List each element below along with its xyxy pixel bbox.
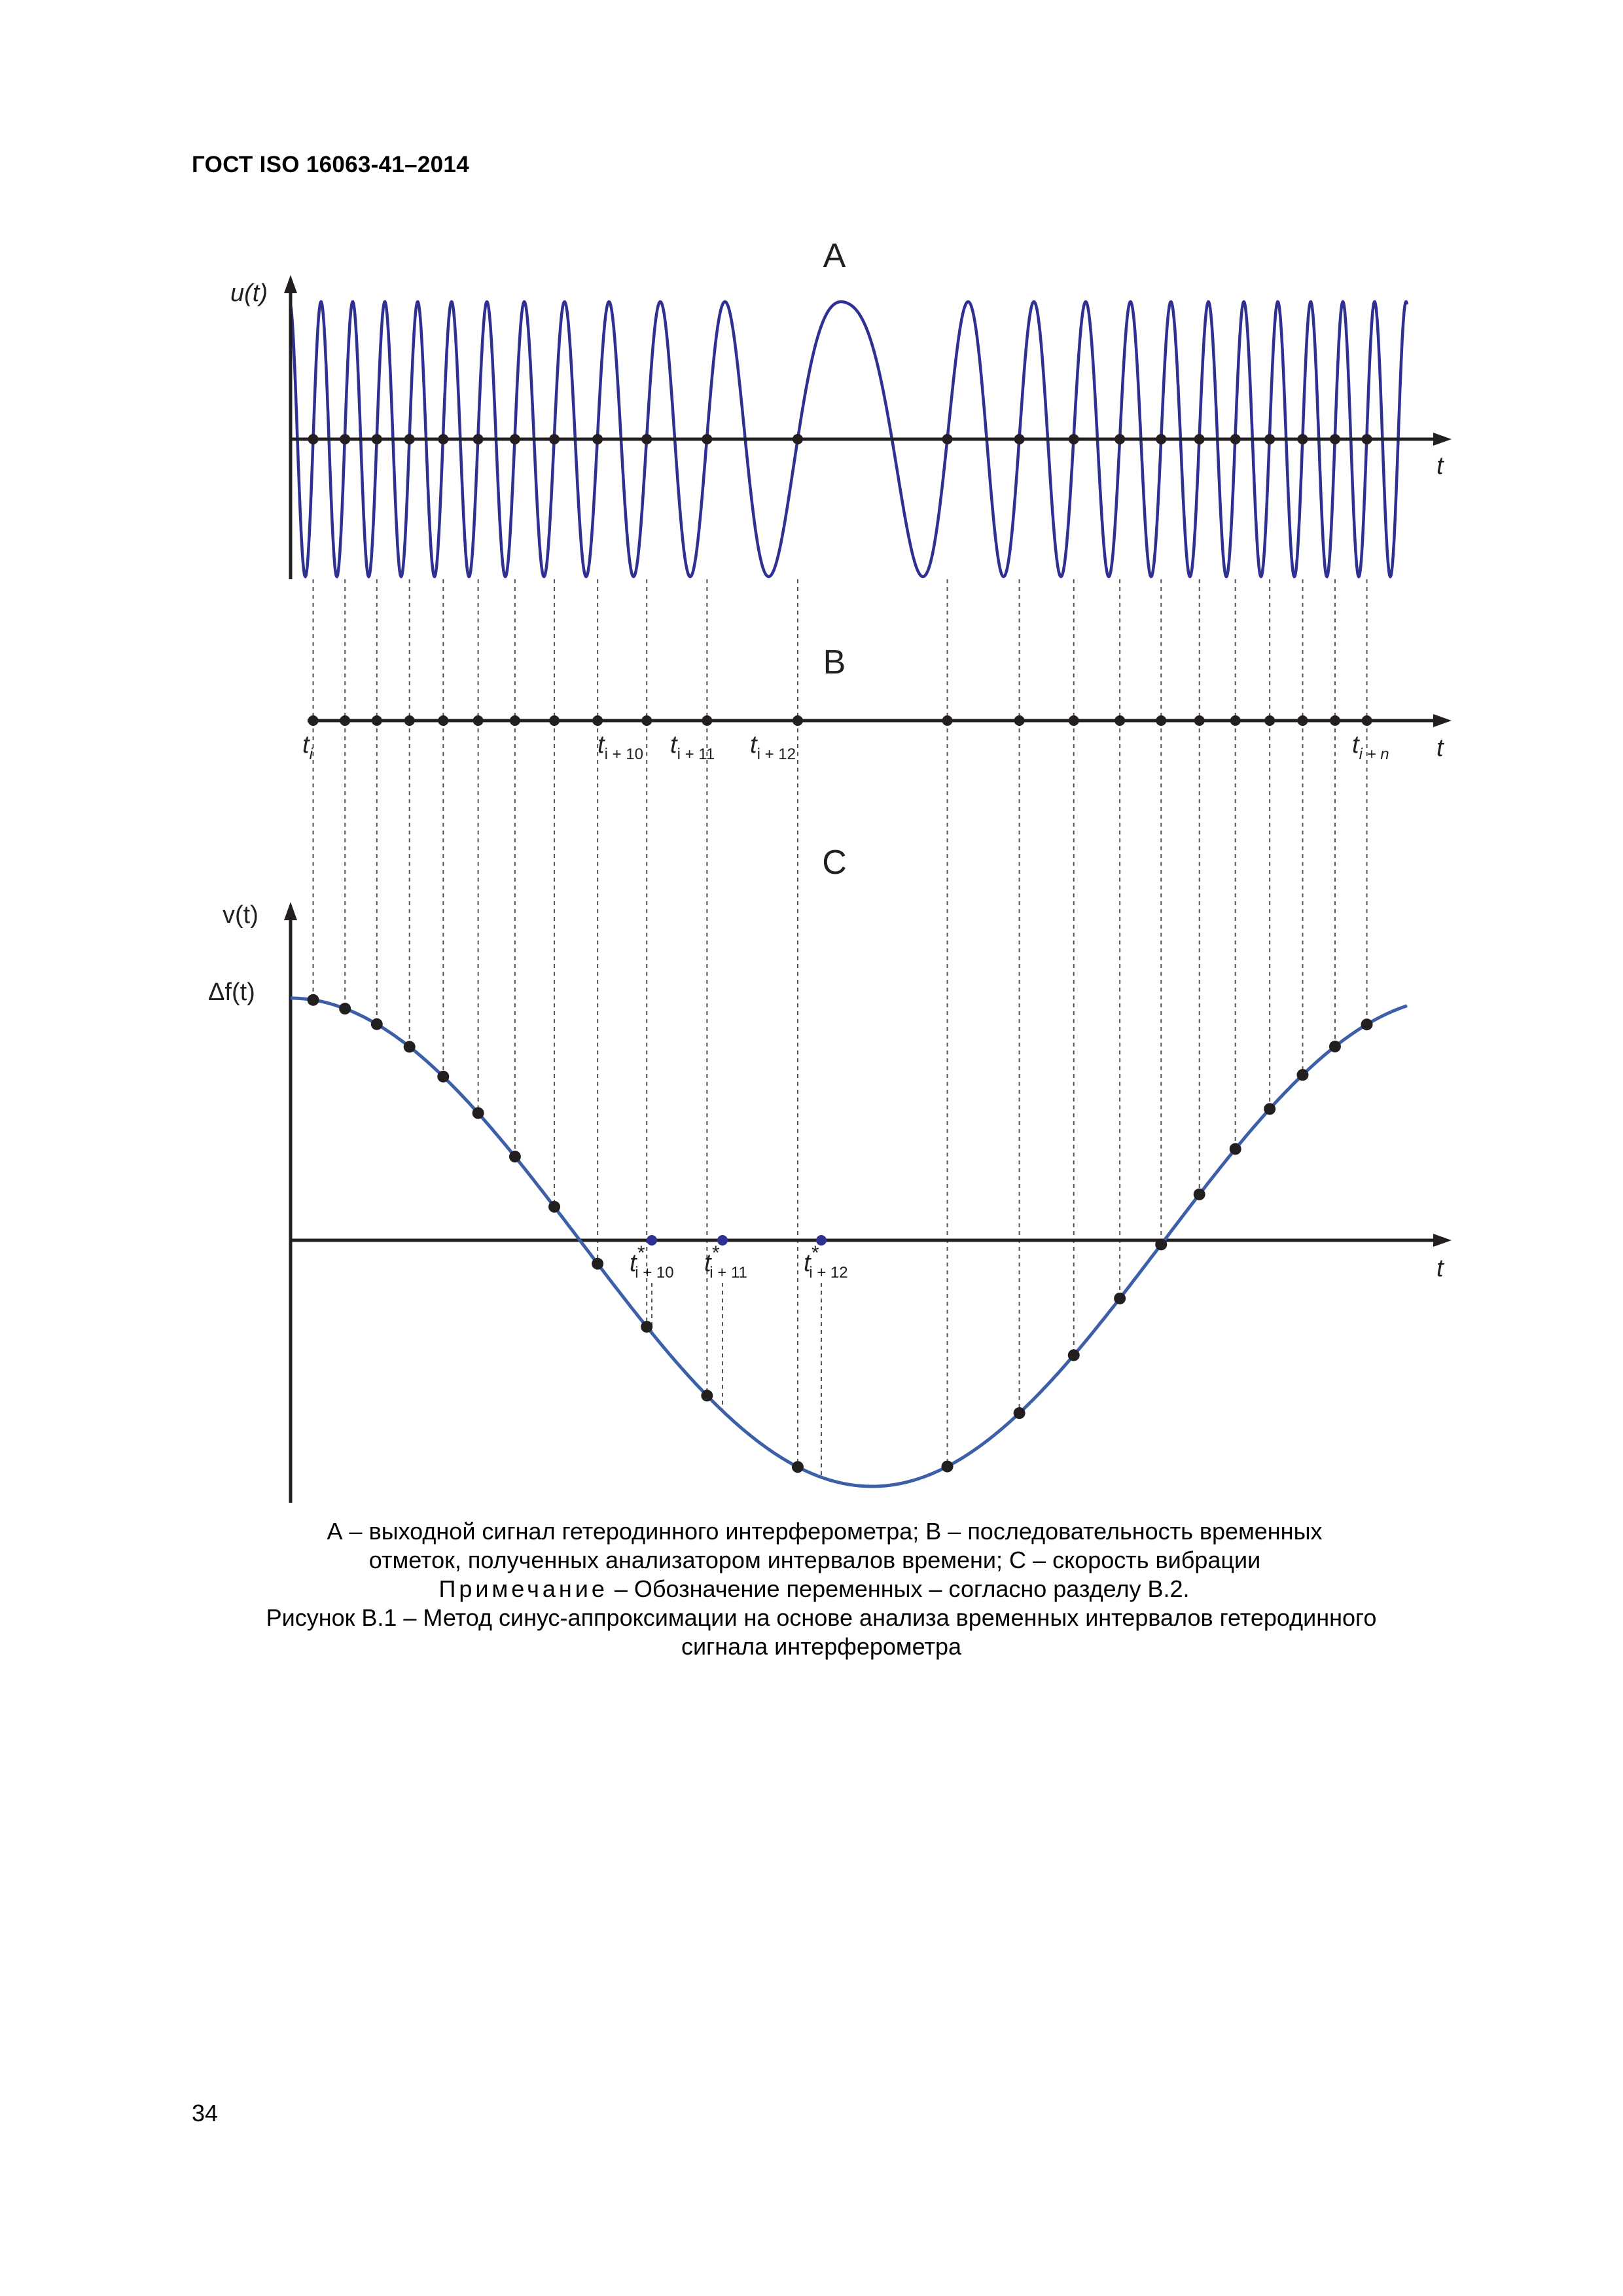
velocity-sample-point [1114, 1293, 1126, 1304]
figure-title-line-1: Рисунок В.1 – Метод синус-аппроксимации на основе анализа временных интервалов гетеродинного [266, 1604, 1377, 1631]
velocity-sample-point [308, 994, 319, 1006]
zero-crossing-marker [510, 434, 520, 444]
time-mark-point [942, 715, 953, 726]
velocity-sample-point [1296, 1069, 1308, 1081]
zero-crossing-marker [592, 434, 603, 444]
tick-label-ti10: $t_{i + 10}$ [597, 731, 643, 763]
interpolated-time-marker [717, 1235, 728, 1246]
velocity-sample-point [1329, 1041, 1341, 1052]
time-mark-point [702, 715, 712, 726]
velocity-sample-point [1194, 1189, 1205, 1200]
note-text: – Обозначение переменных – согласно разделу В.2. [607, 1575, 1190, 1602]
velocity-sample-point [1230, 1143, 1241, 1155]
time-mark-point [510, 715, 520, 726]
zero-crossing-marker [372, 434, 382, 444]
velocity-sample-point [1014, 1407, 1026, 1419]
velocity-sample-point [1068, 1350, 1080, 1361]
panel-a-x-arrow [1433, 433, 1452, 446]
zero-crossing-marker [340, 434, 350, 444]
time-mark-point [1264, 715, 1275, 726]
time-mark-point [1069, 715, 1079, 726]
time-mark-point [340, 715, 350, 726]
panel-a [230, 237, 1452, 579]
panel-a-label: A [823, 237, 846, 275]
time-mark-point [1014, 715, 1025, 726]
velocity-sample-point [473, 1107, 484, 1119]
panel-c-x-arrow [1433, 1234, 1452, 1247]
zero-crossing-marker [308, 434, 319, 444]
velocity-sample-point [404, 1041, 416, 1052]
velocity-sample-point [339, 1003, 351, 1014]
figure-legend-line-2: отметок, полученных анализатором интервалов времени; С – скорость вибрации [368, 1547, 1261, 1573]
panel-c-y-arrow [284, 902, 297, 920]
time-mark-point [592, 715, 603, 726]
figure-note [0, 1575, 1623, 1604]
zero-crossing-marker [1194, 434, 1205, 444]
panel-a-y-arrow [284, 275, 297, 293]
time-mark-point [1330, 715, 1340, 726]
zero-crossing-marker [1264, 434, 1275, 444]
zero-crossing-marker [1297, 434, 1308, 444]
zero-crossing-marker [549, 434, 560, 444]
velocity-sample-point [509, 1151, 521, 1162]
zero-crossing-marker [641, 434, 652, 444]
panel-c [208, 844, 1452, 1503]
figure-legend-line-1: А – выходной сигнал гетеродинного интерферометра; В – последовательность временных [327, 1518, 1323, 1545]
velocity-sample-point [371, 1018, 383, 1030]
time-mark-point [641, 715, 652, 726]
time-mark-point [1362, 715, 1372, 726]
time-mark-point [372, 715, 382, 726]
velocity-sample-point [592, 1258, 603, 1270]
time-mark-point [473, 715, 484, 726]
velocity-sample-point [1264, 1103, 1275, 1115]
panel-b-label: B [823, 643, 846, 681]
figure-title-line-2: сигнала интерферометра [681, 1633, 962, 1660]
panel-c-x-axis-label: t [1436, 1255, 1444, 1282]
velocity-sample-point [1155, 1238, 1167, 1250]
zero-crossing-marker [1014, 434, 1025, 444]
zero-crossing-marker [473, 434, 484, 444]
panel-c-y-axis-label: v(t) [223, 901, 259, 929]
time-mark-point [1115, 715, 1125, 726]
tick-label-ti12: $t_{i + 12}$ [750, 731, 796, 763]
zero-crossing-marker [1362, 434, 1372, 444]
tick-label-ti: $t_i$ [302, 731, 313, 763]
panel-c-samples [308, 994, 1373, 1473]
time-mark-point [1156, 715, 1166, 726]
star-label-ti10: t* i + 10 [630, 1242, 674, 1282]
time-mark-point [1297, 715, 1308, 726]
velocity-sample-point [641, 1321, 652, 1333]
velocity-sample-point [942, 1461, 954, 1473]
vibration-velocity-curve [291, 998, 1407, 1486]
time-mark-point [438, 715, 448, 726]
zero-crossing-marker [404, 434, 415, 444]
panel-a-x-axis-label: t [1436, 452, 1444, 480]
zero-crossing-marker [1156, 434, 1166, 444]
zero-crossing-marker [438, 434, 448, 444]
tick-label-ti11: $t_{i + 11}$ [670, 731, 715, 763]
projection-lines [313, 579, 1367, 1477]
velocity-sample-point [701, 1390, 713, 1401]
panel-b [302, 643, 1452, 763]
page-number: 34 [192, 2100, 219, 2126]
note-label: Примечание [438, 1575, 608, 1602]
time-mark-point [308, 715, 319, 726]
panel-b-x-arrow [1433, 714, 1452, 727]
interpolated-time-marker [647, 1235, 657, 1246]
velocity-sample-point [792, 1461, 804, 1473]
star-label-ti12: t* i + 12 [804, 1242, 848, 1282]
velocity-sample-point [1361, 1018, 1373, 1030]
panel-b-x-axis-label: t [1436, 734, 1444, 762]
zero-crossing-marker [1069, 434, 1079, 444]
star-label-ti11: t* i + 11 [704, 1242, 747, 1282]
velocity-sample-point [548, 1201, 560, 1213]
zero-crossing-marker [942, 434, 953, 444]
zero-crossing-marker [1115, 434, 1125, 444]
zero-crossing-marker [1330, 434, 1340, 444]
panel-c-label: C [822, 844, 847, 882]
time-mark-point [549, 715, 560, 726]
document-header: ГОСТ ISO 16063-41–2014 [192, 152, 469, 177]
time-mark-point [1194, 715, 1205, 726]
zero-crossing-marker [702, 434, 712, 444]
zero-crossing-marker [793, 434, 803, 444]
time-mark-point [404, 715, 415, 726]
zero-crossing-marker [1230, 434, 1241, 444]
tick-label-tin: $t_{i + n}$ [1352, 731, 1389, 763]
time-mark-point [793, 715, 803, 726]
panel-c-amplitude-label: Δf(t) [208, 978, 255, 1006]
time-mark-point [1230, 715, 1241, 726]
velocity-sample-point [437, 1071, 449, 1083]
panel-a-y-axis-label: u(t) [230, 279, 268, 307]
